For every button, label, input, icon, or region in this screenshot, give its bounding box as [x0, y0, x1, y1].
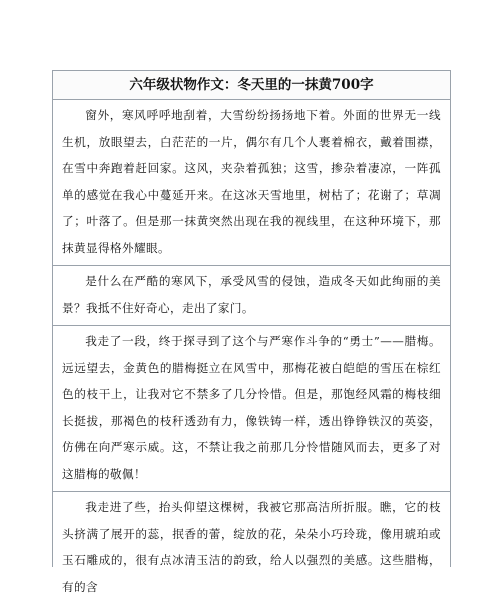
- paragraph-2: 是什么在严酷的寒风下，承受风雪的侵蚀，造成冬天如此绚丽的美景？我抵不住好奇心，走出了家门。: [53, 266, 450, 326]
- document-table: [52, 70, 451, 594]
- paragraph-3: 我走了一段，终于探寻到了这个与严寒作斗争的“勇士”——腊梅。远远望去，金黄色的腊梅挺立在风雪中，那梅花被白皑皑的雪压在棕红色的枝干上，让我对它不禁多了几分怜惜。但是，那饱经风霜的梅枝细长挺拔，那褐色的枝秆透劲有力，像铁铸一样，透出铮铮铁汉的英姿，仿佛在向严寒示威。这，不禁让我之前那几分怜惜随风而去，更多了对这腊梅的敬佩！: [53, 326, 450, 492]
- document-title: 六年级状物作文：冬天里的一抹黄700字: [53, 71, 450, 100]
- paragraph-4: 我走进了些，抬头仰望这棵树，我被它那高洁所折服。瞧，它的枝头挤满了展开的蕊，抿香的蕾，绽放的花，朵朵小巧玲珑，像用琥珀或玉石雕成的，很有点冰清玉洁的韵致，给人以强烈的美感。这些腊梅，有的含: [62, 500, 441, 594]
- paragraph-1: 窗外，寒风呼呼地刮着，大雪纷纷扬扬地下着。外面的世界无一线生机，放眼望去，白茫茫的一片，偶尔有几个人裹着棉衣，戴着围襟，在雪中奔跑着赶回家。这风，夹杂着孤独；这雪，掺杂着凄凉，一阵孤单的感觉在我心中蔓延开来。在这冰天雪地里，树枯了；花谢了；草凋了；叶落了。但是那一抹黄突然出现在我的视线里，在这种环境下，那抹黄显得格外耀眼。: [53, 100, 450, 266]
